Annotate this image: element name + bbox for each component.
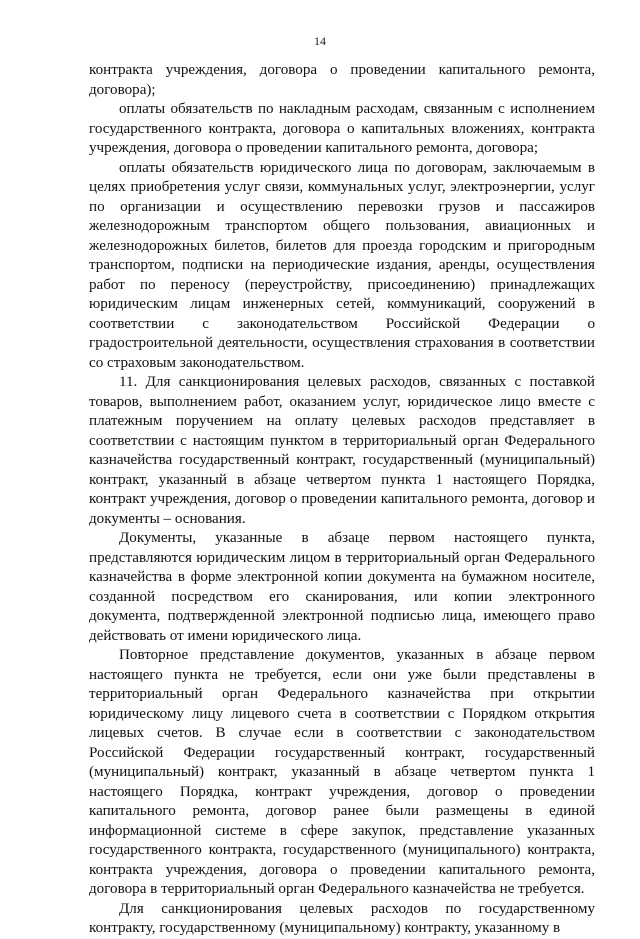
paragraph-documents-submission: Документы, указанные в абзаце первом настоящего пункта, представляются юридическим лицом в территориальный орган Федерального казначейства в форме электронной копии документа на бумажном носителе, созданной посредством его сканирования, или копии электронного документа, подтвержденной электронной подписью лица, имеющего право действовать от имени юридического лица. (89, 530, 595, 644)
paragraph-repeated-submission: Повторное представление документов, указанных в абзаце первом настоящего пункта не требуется, если они уже были представлены в территориальный орган Федерального казначейства при открытии юридическому лицу лицевого счета в соответствии с Порядком открытия лицевых счетов. В случае если в соответствии с законодательством Российской Федерации государственный контракт, государственный (муниципальный) контракт, указанный в абзаце четвертом пункта 1 настоящего Порядка, контракт учреждения, договор о проведении капитального ремонта, договор ранее были размещены в единой информационной системе в сфере закупок, представление указанных государственного контракта, государственного (муниципального) контракта, контракта учреждения, договора о проведении капитального ремонта, договора в территориальный орган Федерального казначейства не требуется. (89, 647, 595, 897)
paragraph-sanctioning-expenses: Для санкционирования целевых расходов по государственному контракту, государственному (муниципальному) контракту, указанному в (89, 900, 595, 936)
page-number: 14 (314, 34, 326, 48)
paragraph-overhead-payments: оплаты обязательств по накладным расходам, связанным с исполнением государственного контракта, договора о капитальных вложениях, контракта учреждения, договора о проведении капитального ремонта, договора; (89, 101, 595, 156)
paragraph-item-11: 11. Для санкционирования целевых расходов, связанных с поставкой товаров, выполнением работ, оказанием услуг, юридическое лицо вместе с платежным поручением на оплату целевых расходов представляет в соответствии с настоящим пунктом в территориальный орган Федерального казначейства государственный контракт, государственный (муниципальный) контракт, указанный в абзаце четвертом пункта 1 настоящего Порядка, контракт учреждения, договор о проведении капитального ремонта, договор и документы – основания. (89, 374, 595, 527)
document-body (89, 61, 595, 939)
paragraph-legal-entity-obligations: оплаты обязательств юридического лица по договорам, заключаемым в целях приобретения услуг связи, коммунальных услуг, электроэнергии, услуг по организации и осуществлению перевозки грузов и пассажиров железнодорожным транспортом общего пользования, авиационных и железнодорожных билетов, билетов для проезда городским и пригородным транспортом, подписки на периодические издания, аренды, осуществления работ по переносу (переустройству, присоединению) принадлежащих юридическим лицам инженерных сетей, коммуникаций, сооружений в соответствии с законодательством Российской Федерации о градостроительной деятельности, осуществления страхования в соответствии со страховым законодательством. (89, 159, 595, 371)
paragraph-continuation: контракта учреждения, договора о проведении капитального ремонта, договора); (89, 62, 595, 98)
